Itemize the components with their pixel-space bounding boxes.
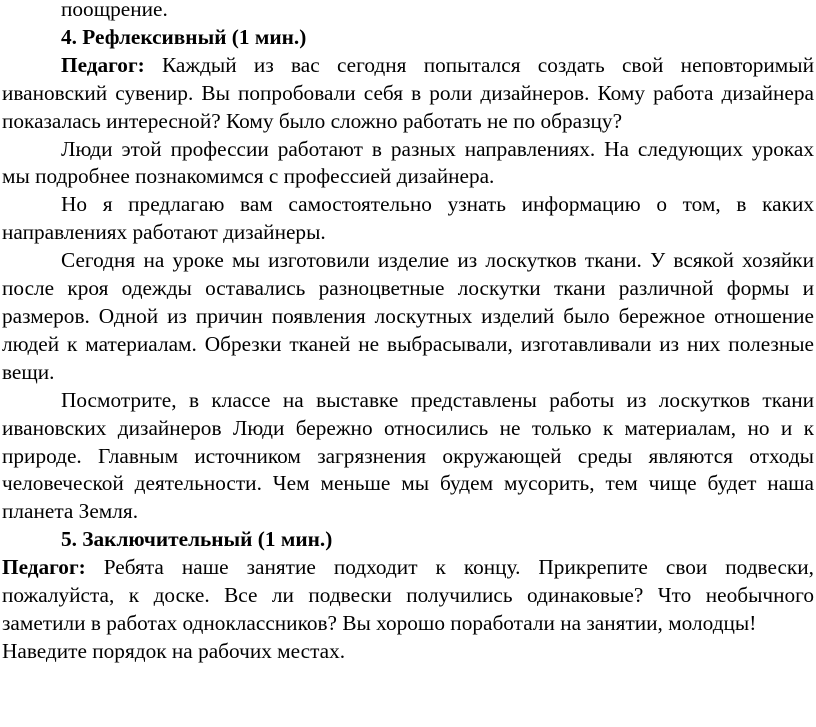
section-5-paragraph-2: Наведите порядок на рабочих местах. (2, 638, 346, 663)
section-4-paragraph-5: Посмотрите, в классе на выставке представлены работы из лоскутков ткани ивановских дизайнеров Люди бережно относились не только к материалам, но и к природе. Главным источником загрязнения окружающей среды являются отходы человеческой деятельности. Чем меньше мы будем мусорить, тем чище будет наша планета Земля. (2, 387, 814, 524)
section-4-paragraph-2: Люди этой профессии работают в разных направлениях. На следующих уроках мы подробнее познакомимся с профессией дизайнера. (2, 136, 814, 189)
top-fragment: поощрение. (61, 0, 168, 21)
section-4-heading: 4. Рефлексивный (1 мин.) (61, 24, 307, 49)
section-5-paragraph-1 (2, 554, 814, 638)
section-4-paragraph-1 (2, 52, 814, 136)
paragraph-text: Ребята наше занятие подходит к концу. Прикрепите свои подвески, пожалуйста, к доске. Все ли подвески получились одинаковые? Что необычного заметили в работах одноклассников? Вы хорошо поработали на занятии, молодцы! (2, 555, 814, 635)
section-4-paragraph-3: Но я предлагаю вам самостоятельно узнать информацию о том, в каких направлениях работают дизайнеры. (2, 192, 814, 245)
speaker-label: Педагог: (61, 52, 145, 77)
section-4-paragraph-4: Сегодня на уроке мы изготовили изделие из лоскутков ткани. У всякой хозяйки после кроя одежды оставались разноцветные лоскутки ткани различной формы и размеров. Одной из причин появления лоскутных изделий было бережное отношение людей к материалам. Обрезки тканей не выбрасывали, изготавливали из них полезные вещи. (2, 248, 814, 384)
section-5-heading: 5. Заключительный (1 мин.) (61, 527, 333, 552)
paragraph-text: Каждый из вас сегодня попытался создать свой неповторимый ивановский сувенир. Вы попробовали себя в роли дизайнеров. Кому работа дизайнера показалась интересной? Кому было сложно работать не по образцу? (2, 52, 814, 133)
speaker-label: Педагог: (2, 555, 86, 580)
